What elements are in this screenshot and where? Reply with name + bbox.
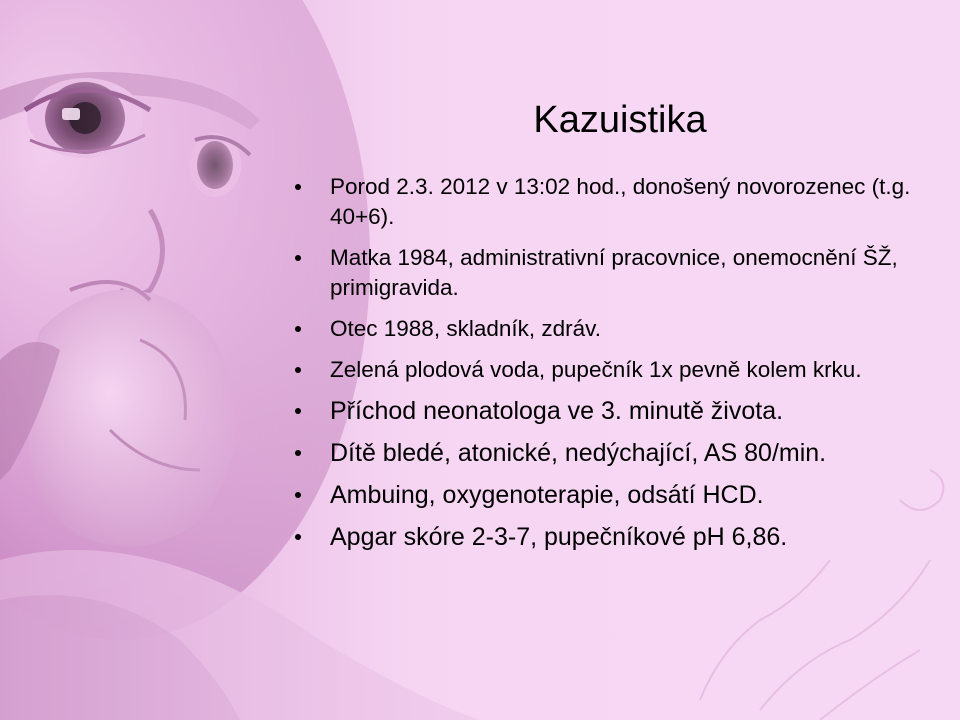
bullet-icon — [295, 492, 301, 498]
bullet-text: Ambuing, oxygenoterapie, odsátí HCD. — [330, 481, 764, 509]
bullet-text: Zelená plodová voda, pupečník 1x pevně kolem krku. — [330, 357, 862, 382]
bullet-text: Apgar skóre 2-3-7, pupečníkové pH 6,86. — [330, 523, 788, 551]
bullet-icon — [295, 326, 301, 332]
list-item — [292, 396, 932, 426]
bullet-text: Dítě bledé, atonické, nedýchající, AS 80/min. — [330, 439, 827, 467]
bullet-icon — [295, 450, 301, 456]
list-item — [292, 522, 932, 552]
bullet-icon — [295, 255, 301, 261]
list-item — [292, 172, 932, 232]
bullet-icon — [295, 184, 301, 190]
bullet-text: Příchod neonatologa ve 3. minutě života. — [330, 397, 784, 425]
list-item — [292, 438, 932, 468]
bullet-icon — [295, 367, 301, 373]
bullet-text: Porod 2.3. 2012 v 13:02 hod., donošený novorozenec (t.g. 40+6). — [330, 174, 911, 229]
slide-title: Kazuistika — [533, 99, 707, 141]
bullet-text: Otec 1988, skladník, zdráv. — [330, 316, 601, 341]
list-item — [292, 480, 932, 510]
list-item — [292, 355, 932, 385]
bullet-icon — [295, 534, 301, 540]
list-item — [292, 314, 932, 344]
list-item — [292, 243, 932, 303]
bullet-text: Matka 1984, administrativní pracovnice, onemocnění ŠŽ, primigravida. — [330, 245, 898, 300]
bullet-icon — [295, 408, 301, 414]
bullet-list — [292, 172, 932, 564]
